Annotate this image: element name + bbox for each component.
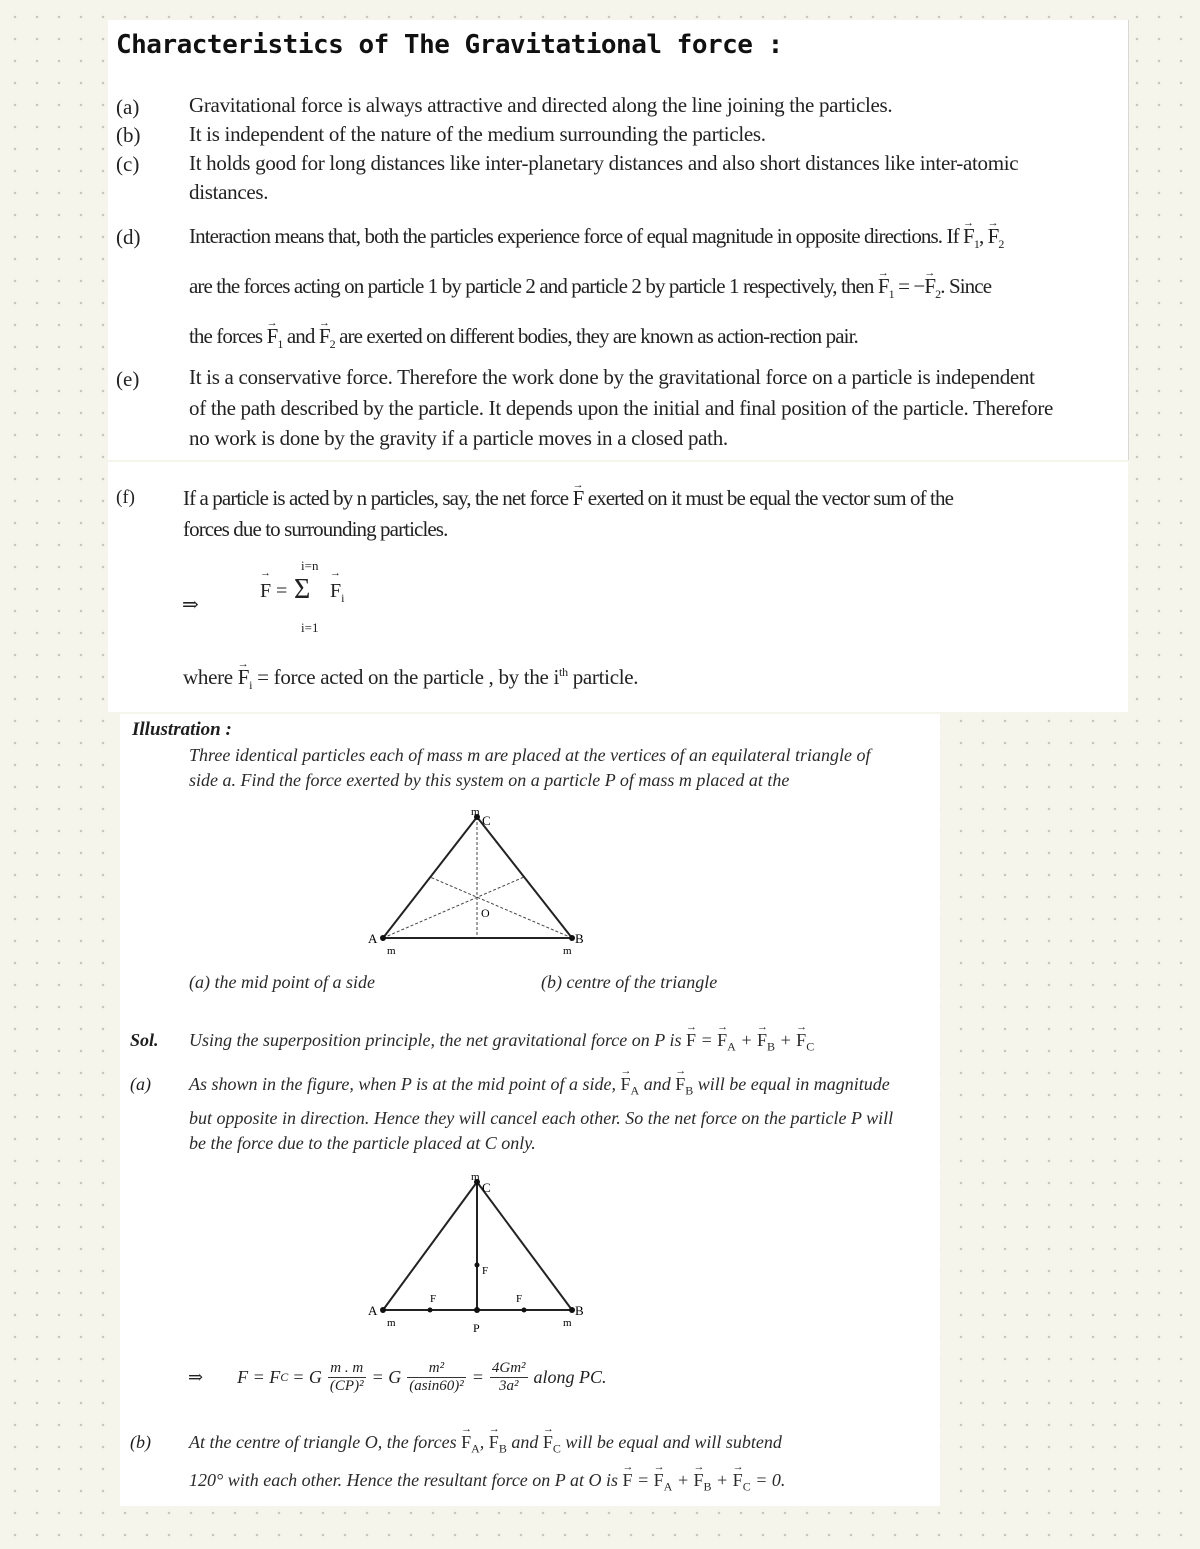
vector-fa: → $F_A$ [717,1028,736,1060]
point-d-line2-end: . Since [940,274,992,298]
point-f-line1-start: If a particle is acted by n particles, say, the net force [183,486,569,510]
point-b-text: It is independent of the nature of the medium surrounding the particles. [189,122,766,146]
point-c-label: (c) [116,152,140,176]
eq-equals: = [471,1367,484,1387]
label-mass-c: m [471,1171,480,1183]
sum-upper-limit: i=n [301,558,319,573]
point-c-text-line2: distances. [189,180,269,204]
label-a: A [368,1303,378,1318]
where-rest: = force acted on the particle , by the i [257,665,560,689]
vector-fa: → $F_A$ [654,1468,673,1500]
point-e-line3: no work is done by the gravity if a particle moves in a closed path. [189,426,728,450]
point-e-line1: It is a conservative force. Therefore the work done by the gravitational force on a particle is independent [189,365,1035,389]
eq-frac2 [407,1360,466,1395]
particle-a [380,1307,386,1313]
label-fa: F [430,1293,437,1305]
where-sup: th [559,665,568,679]
force-equation [188,1360,607,1395]
part-a-line1 [189,1072,890,1104]
eq-g1: = G [292,1367,322,1387]
implies-arrow: ⇒ [182,594,199,616]
point-d-line3-end: are exerted on different bodies, they are known as action-rection pair. [339,324,858,348]
where-line [183,658,638,700]
eq-lhs: F = F [237,1367,281,1387]
median-b [430,877,572,938]
vector-fc: → $F_C$ [733,1468,751,1500]
point-d-line3-start: the forces [189,324,263,348]
label-p: P [473,1321,480,1335]
force-fa-tip [428,1308,433,1313]
label-c: C [482,1180,491,1195]
sigma-symbol: Σ [294,574,311,605]
part-b-label: (b) [130,1432,151,1452]
vector-f: → F [622,1468,632,1493]
vector-fb: → $F_B$ [693,1468,711,1500]
part-b-line1: At the centre of triangle O, the forces → $F_A$, → $F_B$ and → $F_C$ will be equal and will subtend [189,1430,782,1462]
point-d-line1-text: Interaction means that, both the particles experience force of equal magnitude in opposite directions. If [189,224,959,248]
median-a [383,877,524,938]
vector-fc: → $F_C$ [543,1430,561,1462]
vector-f2: → $F_2$ [988,222,1004,259]
point-c-text-line1: It holds good for long distances like inter-planetary distances and also short distances like inter-atomic [189,151,1019,175]
label-mass-b: m [563,945,572,957]
point-e-line2: of the path described by the particle. It depends upon the initial and final position of the particle. Therefore [189,396,1054,420]
part-a-label: (a) [130,1074,151,1094]
point-d-line3-and: and [286,324,315,348]
sum-eq: = [276,580,288,602]
label-a: A [368,931,378,946]
sum-term [330,580,344,606]
label-mass-c: m [471,806,480,818]
illustration-line1: Three identical particles each of mass m are placed at the vertices of an equilateral triangle of [189,745,871,765]
part-b-line1-and: and [511,1432,539,1452]
point-a-label: (a) [116,95,140,119]
sum-lower-limit: i=1 [301,620,319,635]
eq-arrow: ⇒ [188,1367,204,1387]
eq-g2: = G [371,1367,402,1387]
part-a-line1-end: will be equal in magnitude [697,1074,890,1094]
label-mass-b: m [563,1317,572,1329]
side-ac [383,1182,477,1310]
vector-fi: → $F_i$ [238,663,252,700]
part-b-line2-start: 120° with each other. Hence the resultant force on P at O is [189,1470,618,1490]
point-d-line2 [189,272,991,309]
sum-formula [256,558,356,638]
eq-frac2-num: m² [407,1360,466,1378]
label-fc: F [482,1265,489,1277]
vector-f1: → $F_1$ [963,222,979,259]
illustration-title: Illustration : [132,719,232,740]
vector-f2: → $F_2$ [319,322,335,359]
part-b-line2-end: = 0. [755,1470,786,1490]
point-f-label: (f) [116,487,135,508]
side-cb [477,817,572,938]
sol-text: Using the superposition principle, the net gravitational force on P is → F = → $F_A$ + → $F_B$ + → $F_C$ [189,1028,814,1060]
sum-term-sub: i [341,591,345,605]
eq-frac2-den: (asin60)² [409,1378,464,1394]
part-b-line1-end: will be equal and will subtend [565,1432,782,1452]
vector-fa: → $F_A$ [461,1430,480,1462]
point-f-line1-end: exerted on it must be equal the vector sum of the [587,486,954,510]
eq-frac1-den: (CP)² [329,1378,364,1394]
vector-f1: → $F_1$ [878,272,894,309]
point-d-label: (d) [116,225,141,249]
label-c: C [482,813,491,828]
vector-fb: → $F_B$ [675,1072,693,1104]
vector-f1: → $F_1$ [267,322,283,359]
where-start: where [183,665,233,689]
point-f-line2: forces due to surrounding particles. [183,517,448,541]
label-fb: F [516,1293,523,1305]
point-f-line1 [183,484,953,513]
vector-fb: → $F_B$ [489,1430,507,1462]
triangle-figure-1 [360,805,600,970]
eq-frac3-den: 3a² [498,1378,519,1394]
point-d-line1: Interaction means that, both the particles experience force of equal magnitude in opposite directions. $If \to F_1$, → $F_2$ [189,222,1004,259]
sol-text-start: Using the superposition principle, the net gravitational force on P is [189,1030,682,1050]
sum-lhs: → F [260,580,271,603]
vector-fb: → $F_B$ [757,1028,775,1060]
part-a-line1-start: As shown in the figure, when P is at the mid point of a side, [189,1074,616,1094]
vector-fc: → $F_C$ [796,1028,814,1060]
point-d-line2-text: are the forces acting on particle 1 by particle 2 and particle 2 by particle 1 respectively, then [189,274,874,298]
triangle-figure-2 [360,1170,600,1340]
side-cb [477,1182,572,1310]
vector-fa: → $F_A$ [621,1072,640,1104]
label-b: B [575,1303,584,1318]
vector-fi-sub: i [249,678,253,693]
part-b-line1-start: At the centre of triangle O, the forces [189,1432,457,1452]
label-mass-a: m [387,945,396,957]
vector-f: → F [686,1028,696,1053]
eq-frac1 [328,1360,366,1395]
particle-p [474,1307,480,1313]
eq-lhs-sub: C [280,1370,289,1384]
point-d-eq: = − [898,274,925,298]
part-a-line1-and: and [643,1074,671,1094]
sol-label: Sol. [130,1030,159,1050]
part-b-line2: 120° with each other. Hence the resultant force on P at O is → F = → $F_A$ + → $F_B$ + → $F_C = 0$. [189,1468,785,1500]
page-title: Characteristics of The Gravitational force : [116,30,783,60]
point-b-label: (b) [116,123,141,147]
label-mass-a: m [387,1317,396,1329]
eq-frac1-num: m . m [328,1360,366,1378]
sum-term-f: → F [330,580,341,603]
particle-a [380,935,386,941]
point-d-line3 [189,322,858,359]
option-b: (b) centre of the triangle [541,972,718,992]
vector-f2: → $F_2$ [924,272,940,309]
option-a: (a) the mid point of a side [189,972,375,992]
force-fb-tip [522,1308,527,1313]
side-ac [383,817,477,938]
point-e-label: (e) [116,367,140,391]
part-a-line2: but opposite in direction. Hence they will cancel each other. So the net force on the particle P will [189,1108,894,1128]
part-a-line3: be the force due to the particle placed at C only. [189,1133,536,1153]
eq-tail: along PC. [533,1367,607,1387]
label-b: B [575,931,584,946]
illustration-line2: side a. Find the force exerted by this system on a particle P of mass m placed at the [189,770,790,790]
eq-frac3-num: 4Gm² [491,1360,526,1376]
vector-f: → F [573,484,584,513]
where-end: particle. [567,665,639,689]
force-fc-tip [475,1263,480,1268]
eq-frac3 [490,1360,528,1395]
point-a-text: Gravitational force is always attractive and directed along the line joining the particles. [189,93,893,117]
label-centre-o: O [481,906,490,920]
